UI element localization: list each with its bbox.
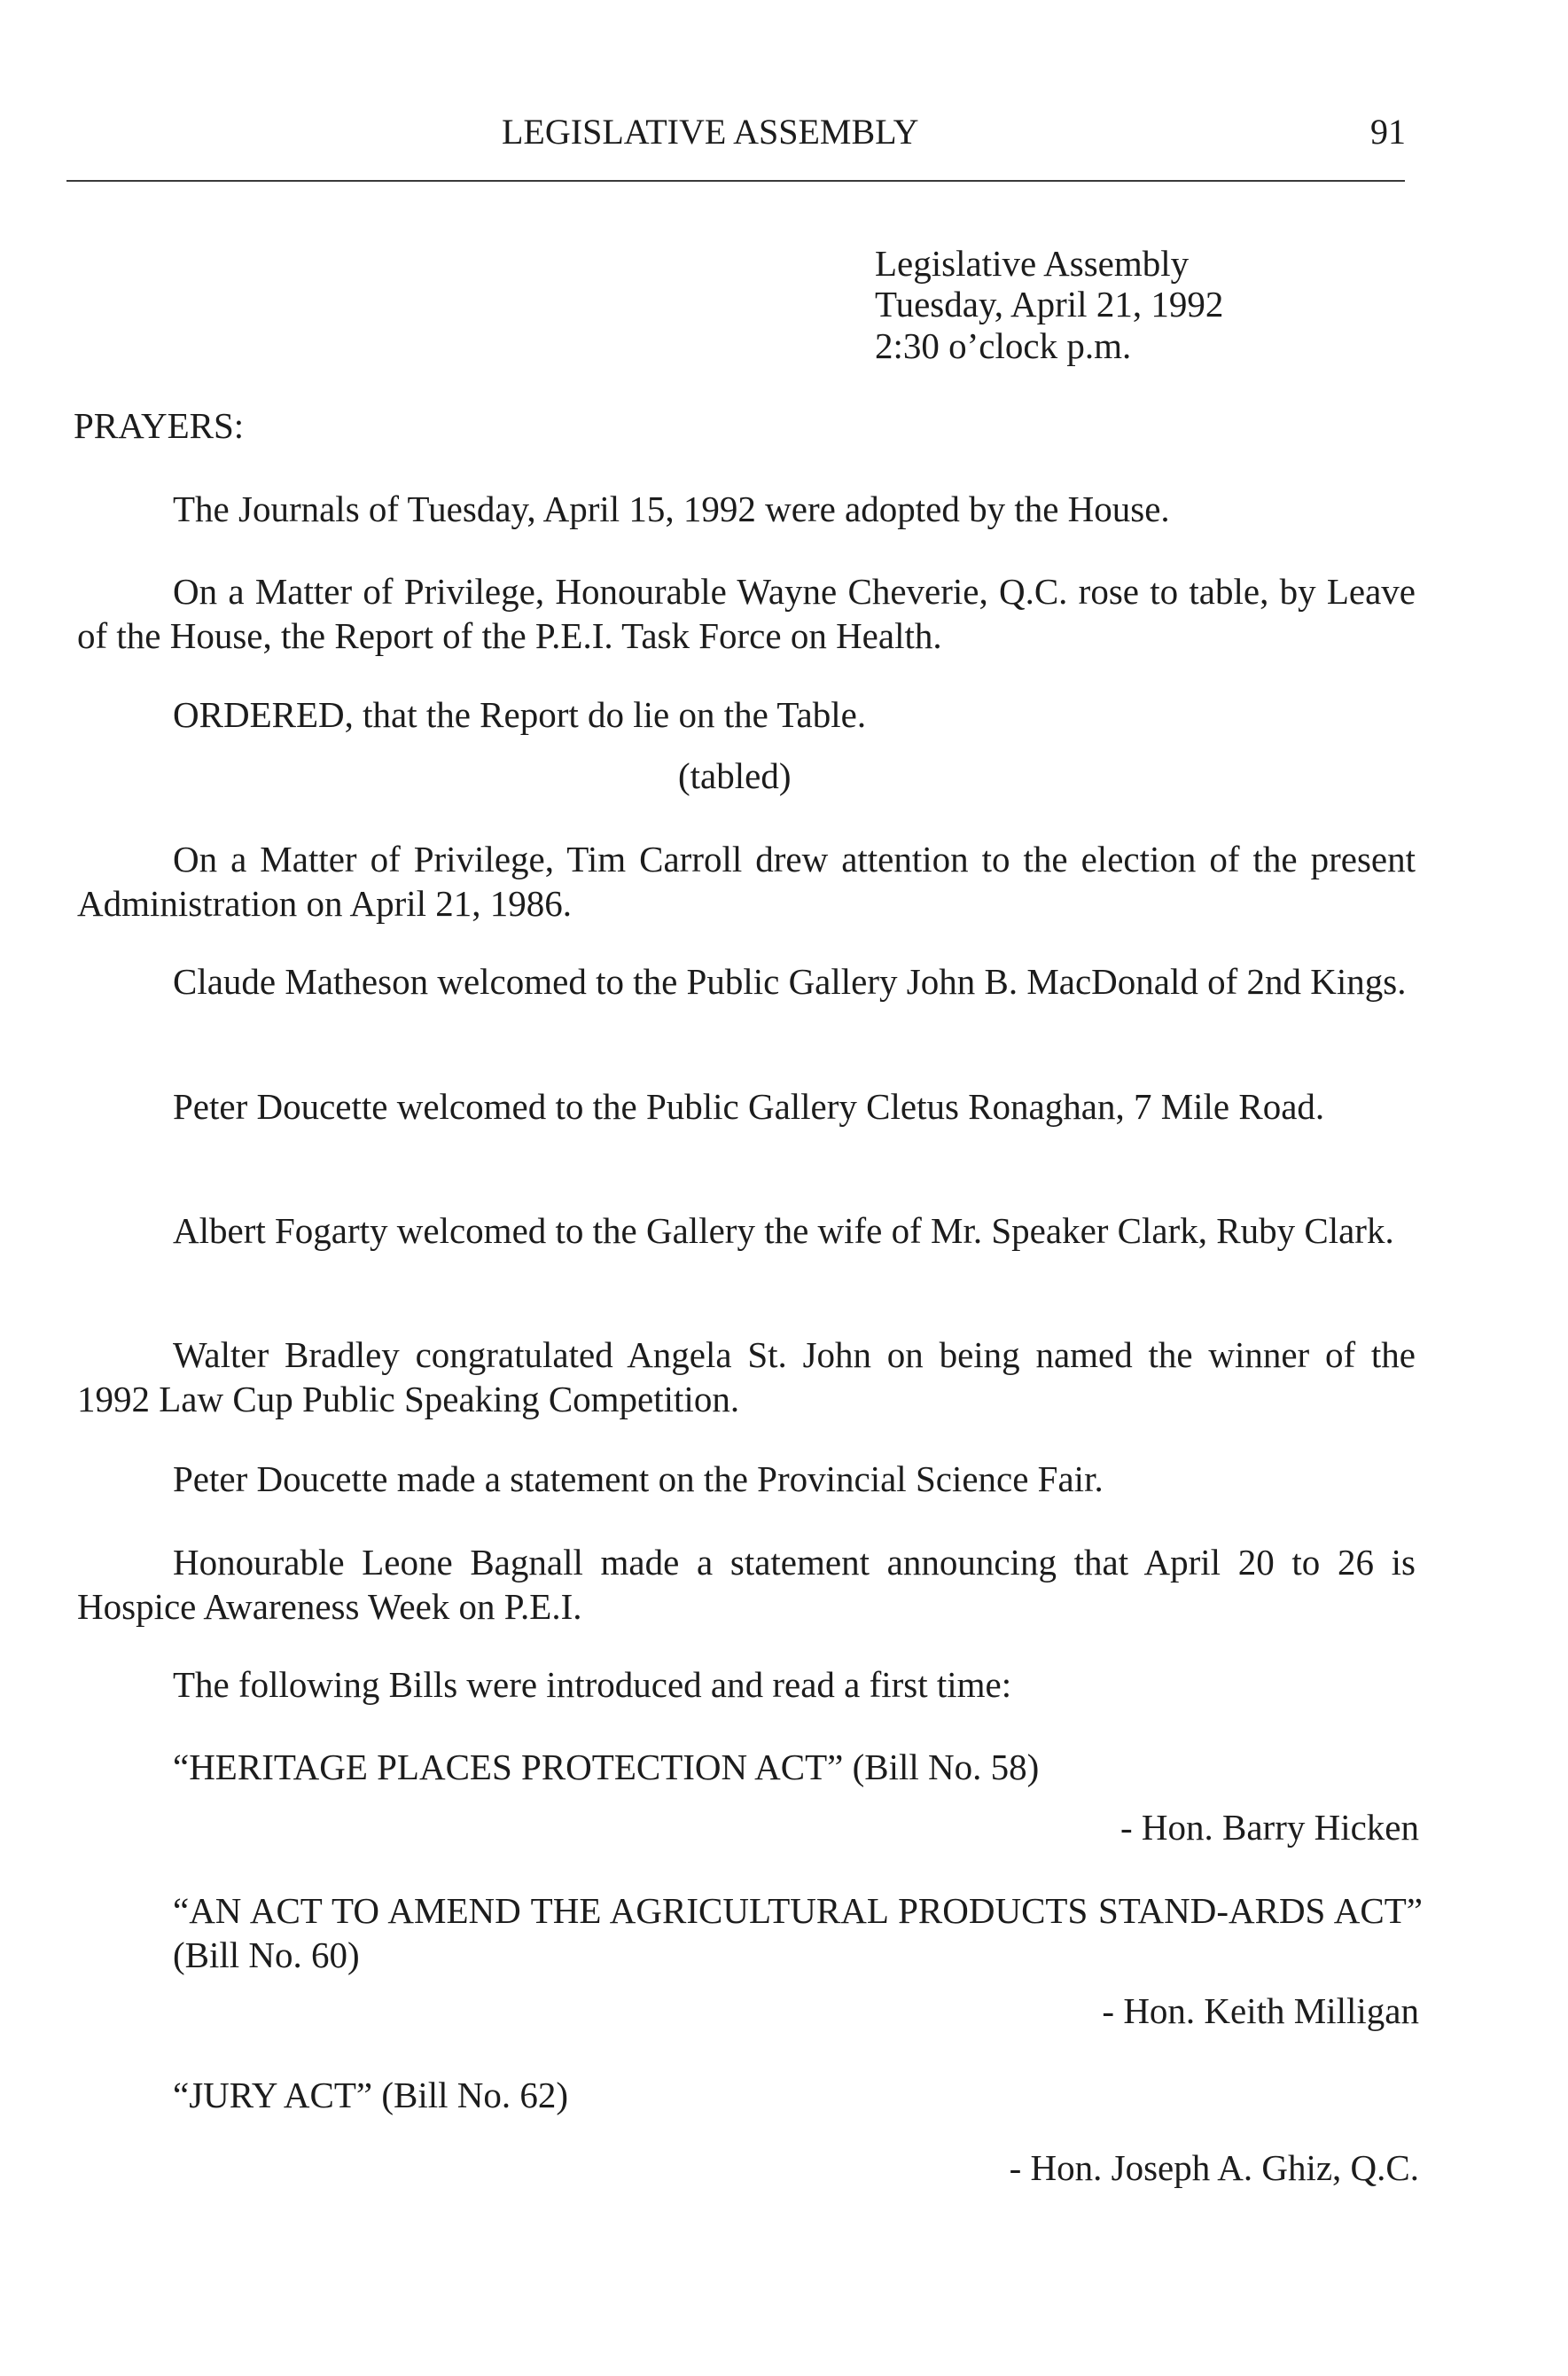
paragraph-journals-adopted: The Journals of Tuesday, April 15, 1992 were adopted by the House. <box>173 488 1170 529</box>
paragraph-bradley-congratulation: Walter Bradley congratulated Angela St. John on being named the winner of the 1992 Law Cup Public Speaking Competition. <box>77 1334 1416 1419</box>
bill-sponsor: - Hon. Joseph A. Ghiz, Q.C. <box>1009 2147 1419 2188</box>
paragraph-privilege-cheverie: On a Matter of Privilege, Honourable Wayne Cheverie, Q.C. rose to table, by Leave of the House, the Report of the P.E.I. Task Force on Health. <box>77 571 1416 656</box>
bill-title: “HERITAGE PLACES PROTECTION ACT” (Bill No. 58) <box>173 1747 1040 1787</box>
dateline-place: Legislative Assembly <box>875 243 1190 284</box>
paragraph-science-fair: Peter Doucette made a statement on the Provincial Science Fair. <box>173 1458 1104 1499</box>
bill-title: “JURY ACT” (Bill No. 62) <box>173 2075 569 2115</box>
paragraph-matheson-welcome: Claude Matheson welcomed to the Public Gallery John B. MacDonald of 2nd Kings. <box>173 961 1407 1002</box>
paragraph-fogarty-welcome: Albert Fogarty welcomed to the Gallery the wife of Mr. Speaker Clark, Ruby Clark. <box>173 1210 1394 1251</box>
paragraph-bills-intro: The following Bills were introduced and read a first time: <box>173 1664 1012 1705</box>
running-title: LEGISLATIVE ASSEMBLY <box>502 112 919 152</box>
paragraph-hospice-week: Honourable Leone Bagnall made a statement announcing that April 20 to 26 is Hospice Awareness Week on P.E.I. <box>77 1542 1416 1627</box>
paragraph-ordered: ORDERED, that the Report do lie on the Table. <box>173 694 867 735</box>
prayers-label: PRAYERS: <box>74 405 245 446</box>
bill-sponsor: - Hon. Keith Milligan <box>1102 1990 1419 2031</box>
header-rule <box>66 180 1405 182</box>
bill-title: “AN ACT TO AMEND THE AGRICULTURAL PRODUCTS STAND-ARDS ACT” (Bill No. 60) <box>173 1890 1423 1975</box>
page-number: 91 <box>1370 112 1406 152</box>
paragraph-doucette-welcome: Peter Doucette welcomed to the Public Gallery Cletus Ronaghan, 7 Mile Road. <box>173 1086 1325 1127</box>
dateline-time: 2:30 o’clock p.m. <box>875 325 1132 366</box>
bill-sponsor: - Hon. Barry Hicken <box>1119 1807 1419 1848</box>
tabled-note: (tabled) <box>678 755 792 796</box>
dateline-date: Tuesday, April 21, 1992 <box>875 284 1224 324</box>
paragraph-privilege-carroll: On a Matter of Privilege, Tim Carroll drew attention to the election of the present Administration on April 21, 1986. <box>77 839 1416 924</box>
